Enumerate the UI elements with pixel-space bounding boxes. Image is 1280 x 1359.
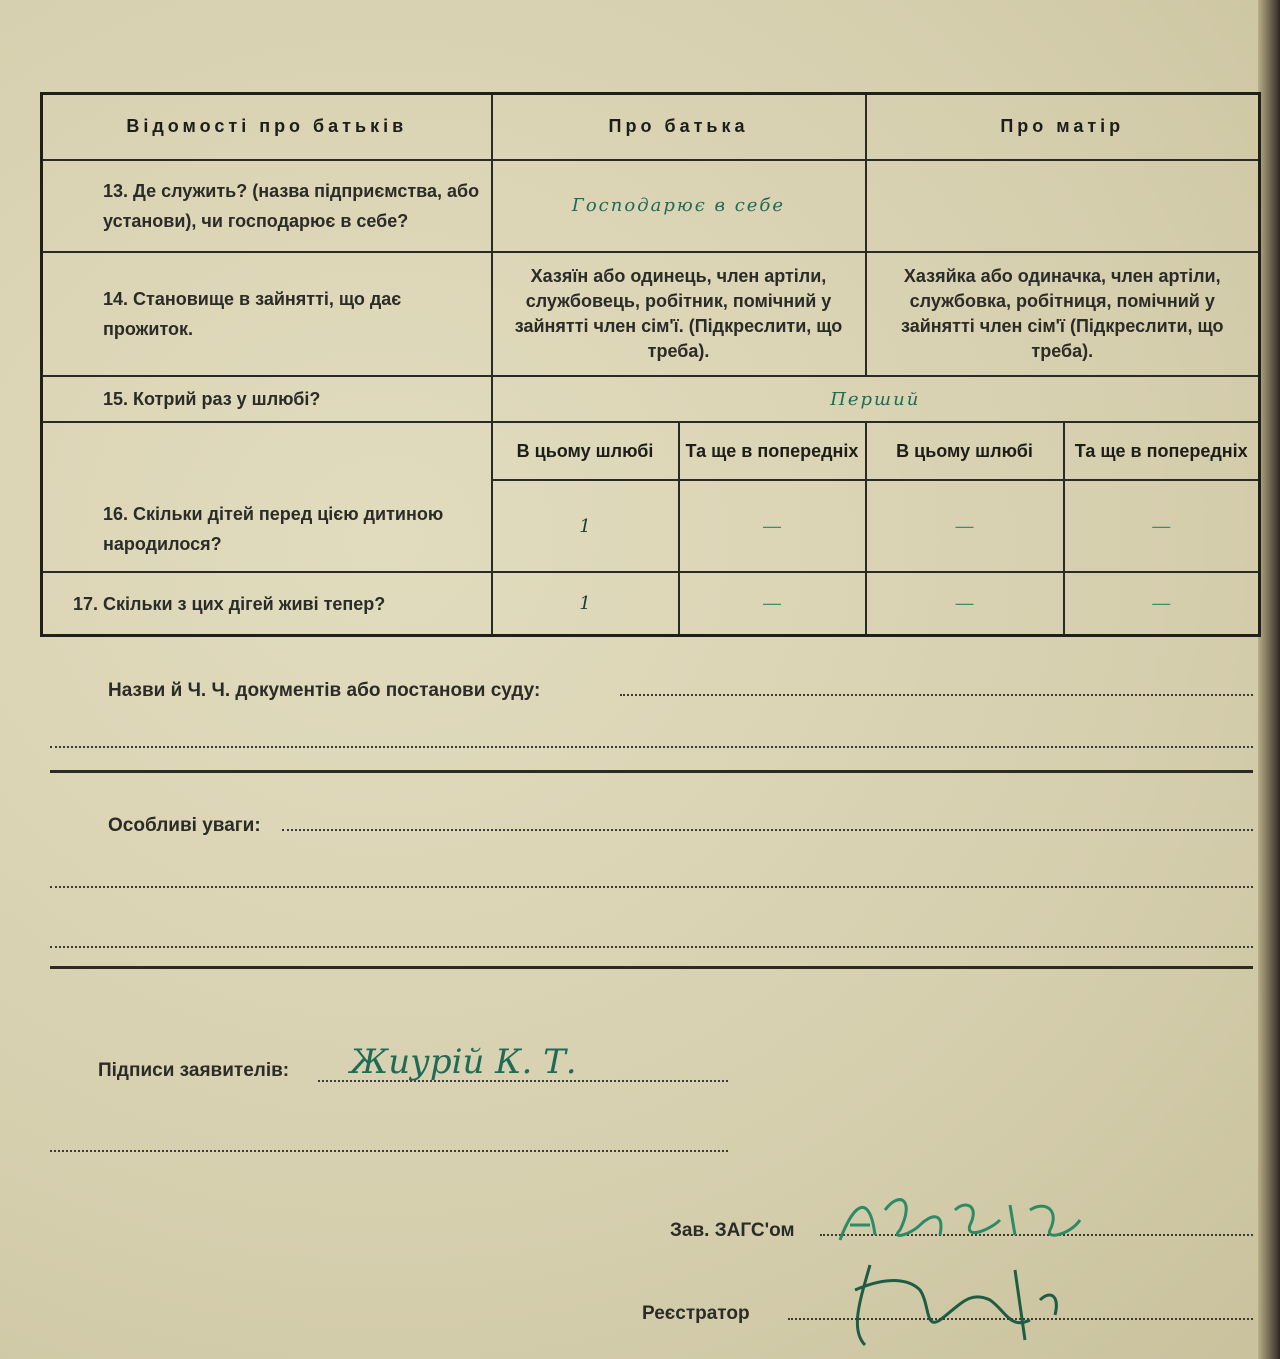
remarks-label: Особливі уваги:: [108, 815, 261, 836]
question-15: 15. Котрий раз у шлюбі?: [42, 376, 492, 422]
answer-16-father-this: 1: [492, 480, 679, 572]
question-16: 16. Скільки дітей перед цією дитиною народилося?: [42, 422, 492, 572]
subheader-mother-this: В цьому шлюбі: [866, 422, 1064, 480]
question-14: 14. Становище в зайнятті, що дає прожиток.: [42, 252, 492, 376]
answer-17-father-this: 1: [492, 572, 679, 635]
remarks-line-3: [50, 946, 1253, 948]
remarks-line-1: [282, 829, 1253, 831]
header-parents-info: Відомості про батьків: [42, 94, 492, 160]
registrar-label: Реєстратор: [642, 1303, 750, 1324]
applicants-signature-label: Підписи заявителів:: [98, 1060, 290, 1081]
zags-head-label: Зав. ЗАГС'ом: [670, 1220, 795, 1241]
applicants-line-1: [318, 1080, 728, 1082]
header-father: Про батька: [492, 94, 866, 160]
subheader-father-prev: Та ще в попередніх: [679, 422, 866, 480]
remarks-line-2: [50, 886, 1253, 888]
answer-17-mother-prev: —: [1064, 572, 1260, 635]
page-edge: [1258, 0, 1280, 1359]
remarks-divider: [50, 966, 1253, 969]
answer-16-mother-prev: —: [1064, 480, 1260, 572]
registrar-line: [788, 1318, 1253, 1320]
answer-17-mother-this: —: [866, 572, 1064, 635]
subheader-father-this: В цьому шлюбі: [492, 422, 679, 480]
answer-13-mother: [866, 160, 1260, 252]
documents-line-1: [620, 694, 1253, 696]
question-13: 13. Де служить? (назва підприємства, або установи), чи господарює в себе?: [42, 160, 492, 252]
documents-line-2: [50, 746, 1253, 748]
documents-label: Назви й Ч. Ч. документів або постанови суду:: [108, 680, 541, 701]
documents-divider: [50, 770, 1253, 773]
parents-info-table: [40, 92, 1261, 637]
answer-14-father-options: Хазяїн або одинець, член артіли, службовець, робітник, помічний у зайнятті член сім'ї. (Підкреслити, що треба).: [492, 252, 866, 376]
applicants-line-2: [50, 1150, 728, 1152]
applicants-signature: Жиурій К. Т.: [350, 1042, 577, 1082]
answer-13-father: Господарює в себе: [492, 160, 866, 252]
subheader-mother-prev: Та ще в попередніх: [1064, 422, 1260, 480]
header-mother: Про матір: [866, 94, 1260, 160]
answer-17-father-prev: —: [679, 572, 866, 635]
zags-head-signature: [830, 1180, 1100, 1355]
answer-16-father-prev: —: [679, 480, 866, 572]
answer-15: Перший: [492, 376, 1260, 422]
question-17: 17. Скільки з цих дігей живі тепер?: [42, 572, 492, 635]
answer-14-mother-options: Хазяйка або одиначка, член артіли, службовка, робітниця, помічний у зайнятті член сім'ї (Підкреслити, що треба).: [866, 252, 1260, 376]
answer-16-mother-this: —: [866, 480, 1064, 572]
